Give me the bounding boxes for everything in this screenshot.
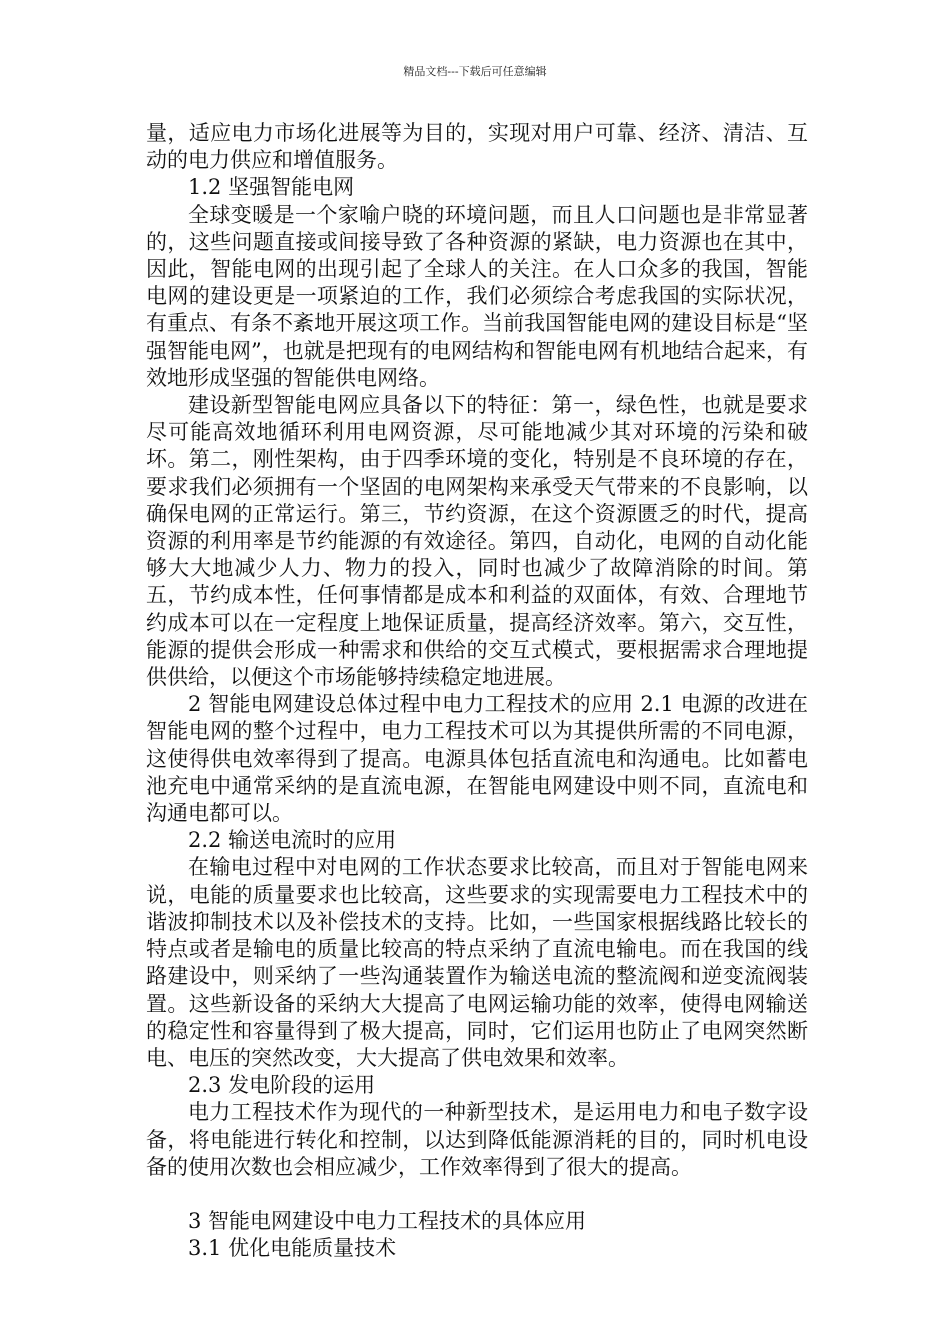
paragraph-grid-features: 建设新型智能电网应具备以下的特征：第一，绿色性，也就是要求尽可能高效地循环利用电网资源，尽可能地减少其对环境的污染和破坏。第二，刚性架构，由于四季环境的变化，特别是不良环境的存在，要求我们必须拥有一个坚固的电网架构来承受天气带来的不良影响，以确保电网的正常运行。第三，节约资源，在这个资源匮乏的时代，提高资源的利用率是节约能源的有效途径。第四，自动化，电网的自动化能够大大地减少人力、物力的投入，同时也减少了故障消除的时间。第五，节约成本性，任何事情都是成本和利益的双面体，有效、合理地节约成本可以在一定程度上地保证质量，提高经济效率。第六，交互性，能源的提供会形成一种需求和供给的交互式模式，要根据需求合理地提供供给，以便这个市场能够持续稳定地进展。 bbox=[146, 393, 808, 690]
section-heading-2-2: 2.2 输送电流时的应用 bbox=[188, 828, 397, 853]
page-header: 精品文档---下载后可任意编辑 bbox=[403, 65, 547, 78]
paragraph-intro-continuation: 量，适应电力市场化进展等为目的，实现对用户可靠、经济、清洁、互动的电力供应和增值服务。 bbox=[146, 121, 808, 173]
section-heading-3-1: 3.1 优化电能质量技术 bbox=[188, 1236, 397, 1261]
section-heading-1-2: 1.2 坚强智能电网 bbox=[188, 175, 355, 200]
blank-line bbox=[146, 1181, 808, 1208]
paragraph-generation: 电力工程技术作为现代的一种新型技术，是运用电力和电子数字设备，将电能进行转化和控制，以达到降低能源消耗的目的，同时机电设备的使用次数也会相应减少，工作效率得到了很大的提高。 bbox=[146, 1100, 808, 1179]
section-heading-3: 3 智能电网建设中电力工程技术的具体应用 bbox=[188, 1208, 587, 1233]
section-heading-2-3: 2.3 发电阶段的运用 bbox=[188, 1073, 376, 1098]
paragraph-section-2-power-source: 2 智能电网建设总体过程中电力工程技术的应用 2.1 电源的改进在智能电网的整个过程中，电力工程技术可以为其提供所需的不同电源，这使得供电效率得到了提高。电源具体包括直流电和沟通电。比如蓄电池充电中通常采纳的是直流电源，在智能电网建设中则不同，直流电和沟通电都可以。 bbox=[146, 692, 808, 826]
document-body bbox=[146, 120, 808, 1262]
paragraph-global-warming: 全球变暖是一个家喻户晓的环境问题，而且人口问题也是非常显著的，这些问题直接或间接导致了各种资源的紧缺，电力资源也在其中，因此，智能电网的出现引起了全球人的关注。在人口众多的我国，智能电网的建设更是一项紧迫的工作，我们必须综合考虑我国的实际状况，有重点、有条不紊地开展这项工作。当前我国智能电网的建设目标是“坚强智能电网”，也就是把现有的电网结构和智能电网有机地结合起来，有效地形成坚强的智能供电网络。 bbox=[146, 202, 808, 390]
paragraph-transmission: 在输电过程中对电网的工作状态要求比较高，而且对于智能电网来说，电能的质量要求也比较高，这些要求的实现需要电力工程技术中的谐波抑制技术以及补偿技术的支持。比如，一些国家根据线路比较长的特点或者是输电的质量比较高的特点采纳了直流电输电。而在我国的线路建设中，则采纳了一些沟通装置作为输送电流的整流阀和逆变流阀装置。这些新设备的采纳大大提高了电网运输功能的效率，使得电网输送的稳定性和容量得到了极大提高，同时，它们运用也防止了电网突然断电、电压的突然改变，大大提高了供电效果和效率。 bbox=[146, 855, 808, 1070]
